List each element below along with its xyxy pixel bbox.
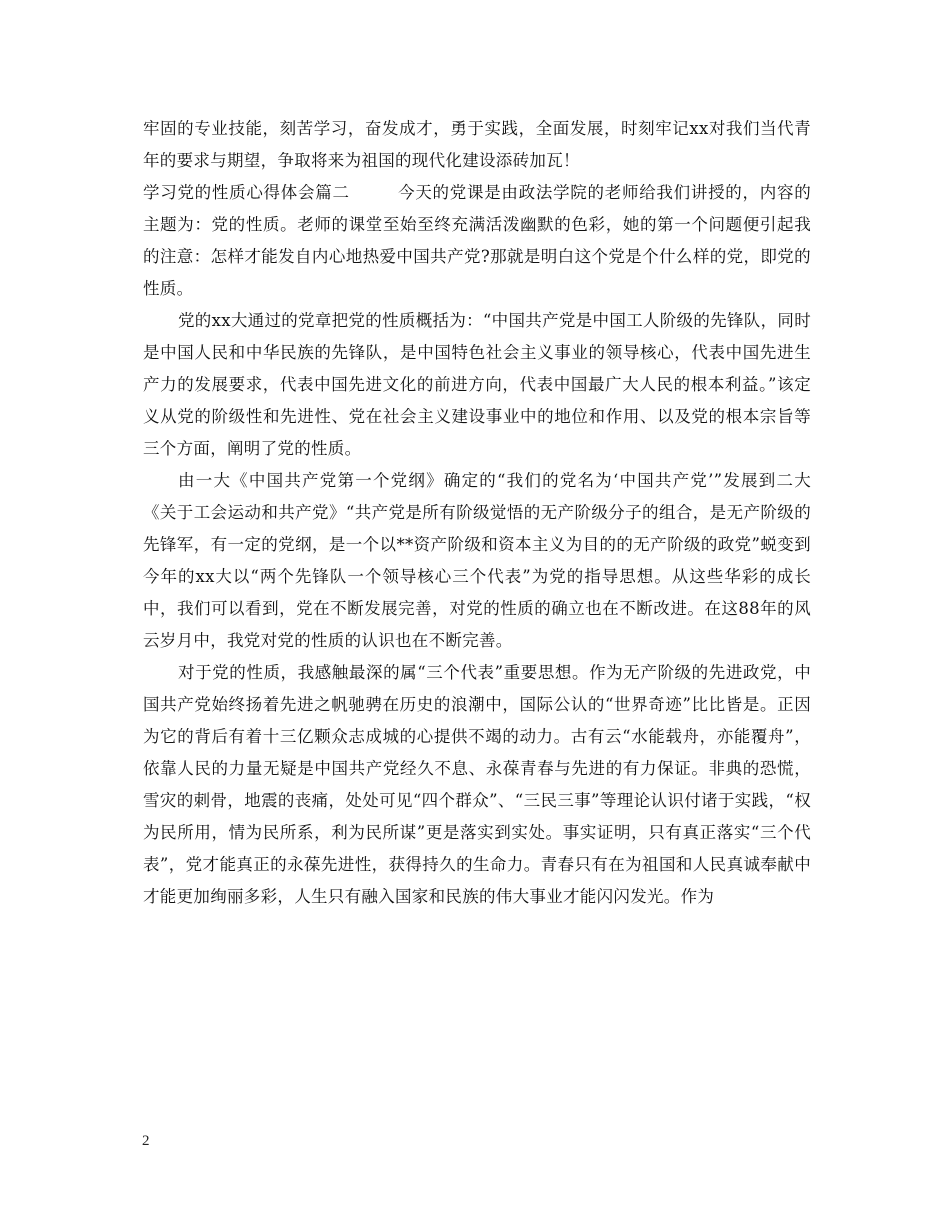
document-body bbox=[143, 113, 811, 913]
paragraph-three-represents: 对于党的性质，我感触最深的属“三个代表”重要思想。作为无产阶级的先进政党，中国共产党始终扬着先进之帆驰骋在历史的浪潮中，国际公认的“世界奇迹”比比皆是。正因为它的背后有着十三亿颗众志成城的心提供不竭的动力。古有云“水能载舟，亦能覆舟”，依靠人民的力量无疑是中国共产党经久不息、永葆青春与先进的有力保证。非典的恐慌，雪灾的刺骨，地震的丧痛，处处可见“四个群众”、“三民三事”等理论认识付诸于实践，“权为民所用，情为民所系，利为民所谋”更是落实到实处。事实证明，只有真正落实“三个代表”，党才能真正的永葆先进性，获得持久的生命力。青春只有在为祖国和人民真诚奉献中才能更加绚丽多彩，人生只有融入国家和民族的伟大事业才能闪闪发光。作为 bbox=[143, 663, 811, 906]
section-intro-text: 今天的党课是由政法学院的老师给我们讲授的，内容的主题为：党的性质。老师的课堂至始至终充满活泼幽默的色彩，她的第一个问题便引起我的注意：怎样才能发自内心地热爱中国共产党?那就是明白这个党是个什么样的党，即党的性质。 bbox=[143, 183, 811, 298]
paragraph-continuation: 牢固的专业技能，刻苦学习，奋发成才，勇于实践，全面发展，时刻牢记xx对我们当代青年的要求与期望，争取将来为祖国的现代化建设添砖加瓦！ bbox=[143, 119, 811, 170]
paragraph-party-nature-definition: 党的xx大通过的党章把党的性质概括为：“中国共产党是中国工人阶级的先锋队，同时是中国人民和中华民族的先锋队，是中国特色社会主义事业的领导核心，代表中国先进生产力的发展要求，代表中国先进文化的前进方向，代表中国最广大人民的根本利益。”该定义从党的阶级性和先进性、党在社会主义建设事业中的地位和作用、以及党的根本宗旨等三个方面，阐明了党的性质。 bbox=[143, 311, 811, 458]
paragraph-section-two bbox=[143, 177, 811, 305]
paragraph-party-history: 由一大《中国共产党第一个党纲》确定的“我们的党名为‘中国共产党’”发展到二大《关于工会运动和共产党》“共产党是所有阶级觉悟的无产阶级分子的组合，是无产阶级的先锋军，有一定的党纲，是一个以**资产阶级和资本主义为目的的无产阶级的政党”蜕变到今年的xx大以“两个先锋队一个领导核心三个代表”为党的指导思想。从这些华彩的成长中，我们可以看到，党在不断发展完善，对党的性质的确立也在不断改进。在这88年的风云岁月中，我党对党的性质的认识也在不断完善。 bbox=[143, 471, 811, 650]
page-number: 2 bbox=[142, 1133, 150, 1149]
section-heading: 学习党的性质心得体会篇二 bbox=[143, 183, 350, 202]
